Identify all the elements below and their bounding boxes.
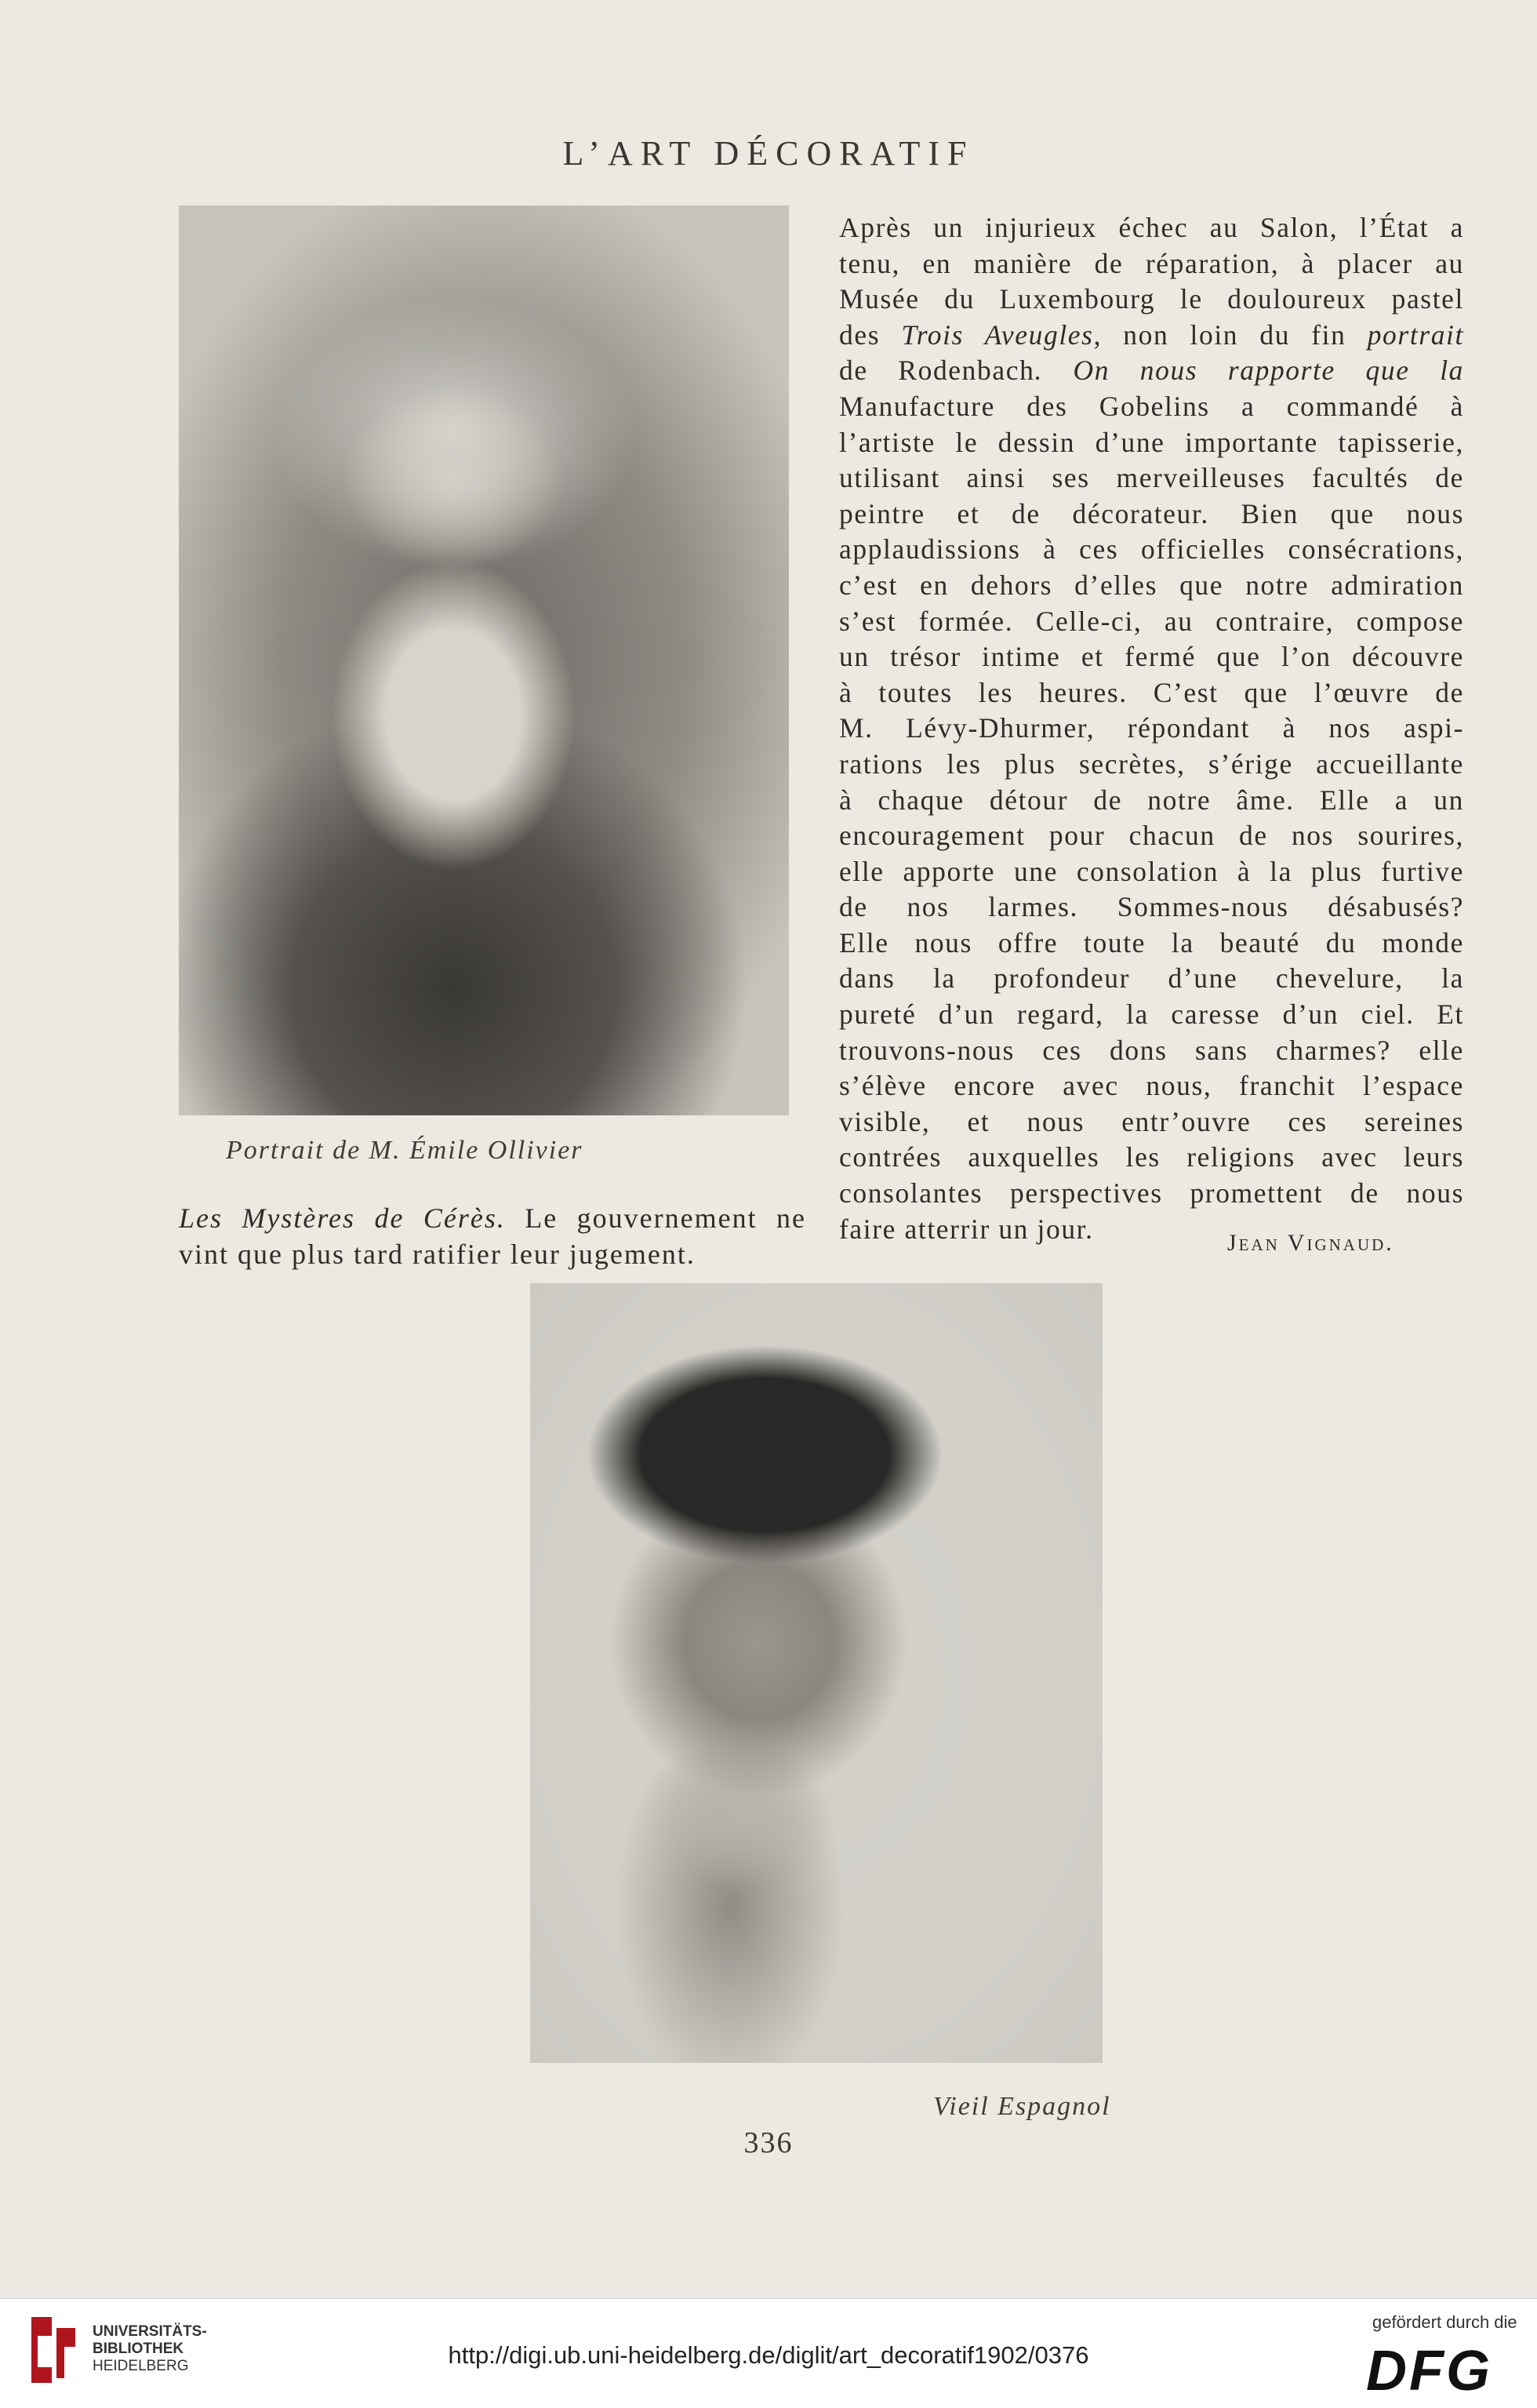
left-line-1-text: Le gouvernement ne	[505, 1202, 806, 1234]
left-line-1	[179, 1200, 806, 1236]
vieil-espagnol-image	[530, 1283, 1103, 2063]
italic-work-title: Trois Aveugles	[901, 318, 1094, 351]
body-line: M. Lévy-Dhurmer, répondant à nos aspi-	[839, 712, 1464, 744]
italic-work-title: portrait	[1367, 318, 1464, 351]
figure-caption-2: Vieil Espagnol	[933, 2092, 1111, 2121]
body-line: trouvons-nous ces dons sans charmes? elle	[839, 1034, 1464, 1066]
body-line: s’élève encore avec nous, franchit l’espace	[839, 1070, 1464, 1102]
italic-work-title: . On nous rapporte que la	[1034, 355, 1465, 387]
body-line: visible, et nous entr’ouvre ces sereines	[839, 1105, 1464, 1137]
body-line: de Rodenbach. On nous rapporte que la	[839, 355, 1465, 387]
body-line: encouragement pour chacun de nos sourires,	[839, 820, 1464, 852]
body-line: consolantes perspectives promettent de nous	[839, 1177, 1464, 1209]
body-line: rations les plus secrètes, s’érige accueillante	[839, 747, 1464, 780]
figure-caption-1: Portrait de M. Émile Ollivier	[226, 1136, 583, 1165]
body-line: à chaque détour de notre âme. Elle a un	[839, 784, 1464, 816]
body-line: applaudissions à ces officielles consécrations,	[839, 533, 1464, 566]
body-line: utilisant ainsi ses merveilleuses facultés de	[839, 462, 1464, 494]
library-name-line-3: HEIDELBERG	[93, 2358, 189, 2374]
body-line: faire atterrir un jour.	[839, 1213, 1094, 1245]
funding-label: gefördert durch die	[1372, 2312, 1517, 2332]
running-head: L’ART DÉCORATIF	[562, 134, 975, 173]
body-line: Elle nous offre toute la beauté du monde	[839, 926, 1464, 958]
body-line: elle apporte une consolation à la plus furtive	[839, 855, 1464, 887]
body-line: peintre et de décorateur. Bien que nous	[839, 497, 1464, 529]
body-line: dans la profondeur d’une chevelure, la	[839, 962, 1464, 995]
right-column-text	[839, 210, 1464, 1247]
body-line: un trésor intime et fermé que l’on découvre	[839, 641, 1464, 673]
page-number: 336	[743, 2126, 794, 2159]
left-line-2: vint que plus tard ratifier leur jugement.	[179, 1239, 696, 1270]
body-line: Musée du Luxembourg le douloureux pastel	[839, 283, 1464, 315]
italic-title: Les Mystères de Cérès.	[179, 1202, 506, 1234]
body-line: tenu, en manière de réparation, à placer au	[839, 247, 1464, 279]
body-line: s’est formée. Celle-ci, au contraire, compose	[839, 605, 1464, 637]
dfg-logo[interactable]: DFG	[1366, 2340, 1492, 2403]
body-line: Après un injurieux échec au Salon, l’État a	[839, 212, 1464, 243]
body-line: Manufacture des Gobelins a commandé à	[839, 390, 1464, 422]
body-line: l’artiste le dessin d’une importante tapisserie,	[839, 426, 1464, 458]
body-line: c’est en dehors d’elles que notre admiration	[839, 569, 1464, 601]
body-line: pureté d’un regard, la caresse d’un ciel. Et	[839, 998, 1464, 1031]
body-line: des Trois Aveugles, non loin du fin portrait	[839, 318, 1464, 351]
body-line: à toutes les heures. C’est que l’œuvre de	[839, 676, 1464, 708]
permalink-url[interactable]: http://digi.ub.uni-heidelberg.de/diglit/art_decoratif1902/0376	[448, 2341, 1089, 2369]
body-line: contrées auxquelles les religions avec leurs	[839, 1141, 1464, 1173]
left-column-text	[179, 1200, 806, 1272]
author-signature: Jean Vignaud.	[1227, 1230, 1394, 1256]
portrait-emile-ollivier-image	[179, 206, 789, 1115]
body-line: de nos larmes. Sommes-nous désabusés?	[839, 891, 1464, 923]
library-name-line-2: BIBLIOTHEK	[93, 2341, 184, 2357]
library-name-line-1: UNIVERSITÄTS-	[93, 2323, 207, 2340]
